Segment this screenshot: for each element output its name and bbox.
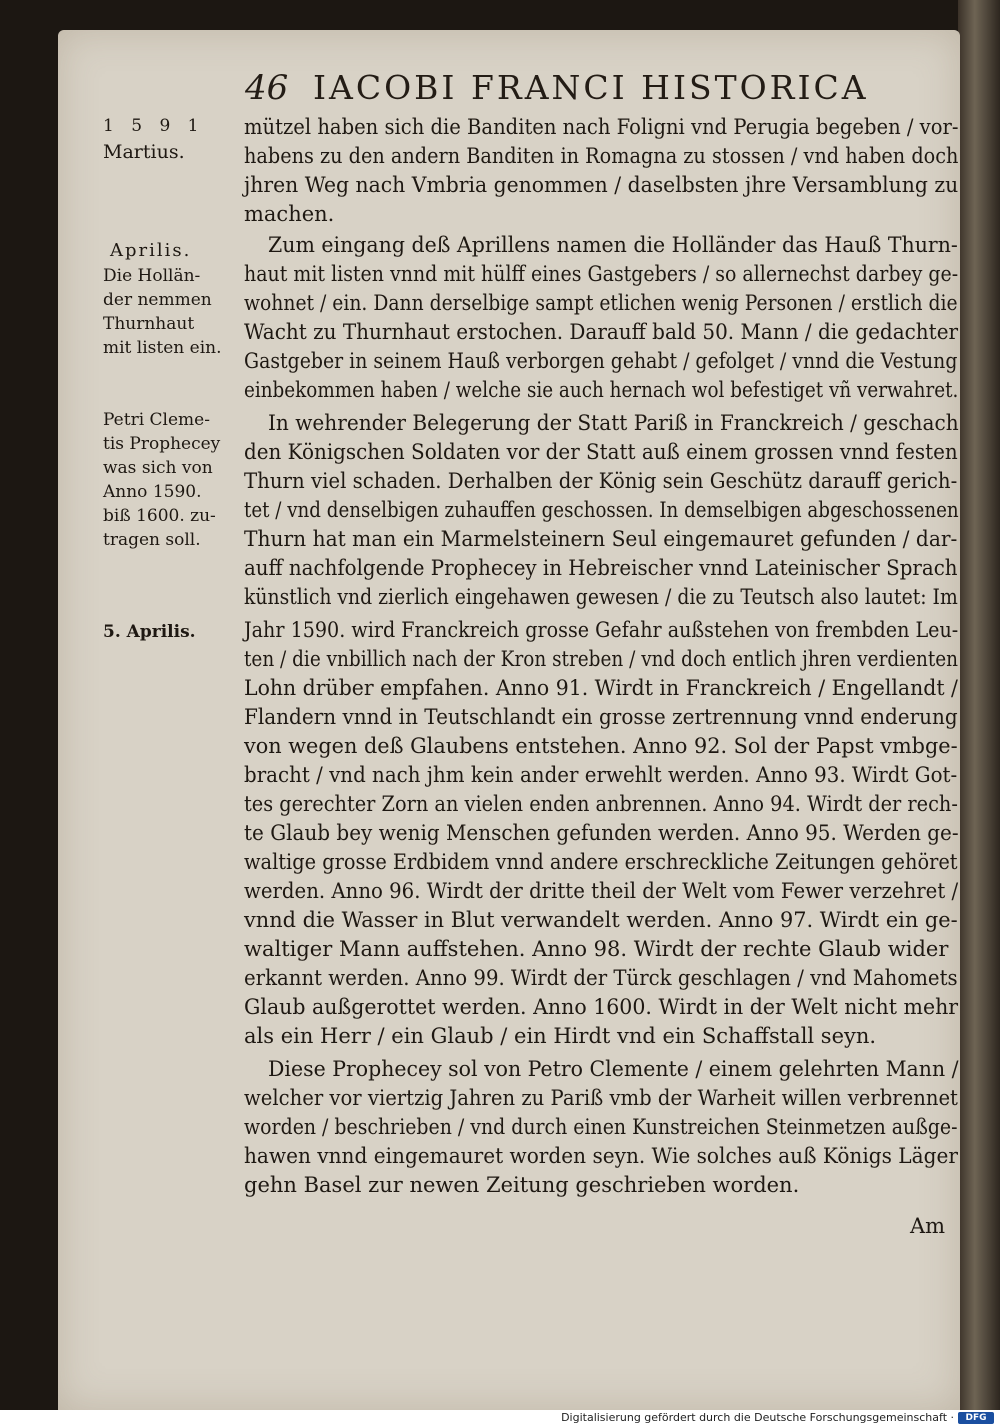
text-line: einbekommen haben / welche sie auch hernach wol befestiget vñ verwahret.: [244, 378, 959, 402]
margin-note: tragen soll.: [103, 530, 201, 550]
dfg-logo: DFG: [958, 1412, 994, 1424]
text-line: worden / beschrieben / vnd durch einen Kunstreichen Steinmetzen außge-: [244, 1115, 958, 1139]
text-line: te Glaub bey wenig Menschen gefunden werden. Anno 95. Werden ge-: [244, 821, 959, 845]
margin-note: Anno 1590.: [103, 482, 202, 502]
text-line: werden. Anno 96. Wirdt der dritte theil der Welt vom Fewer verzehret /: [244, 879, 959, 903]
text-line: habens zu den andern Banditen in Romagna zu stossen / vnd haben doch: [244, 144, 959, 168]
text-line: Wacht zu Thurnhaut erstochen. Darauff bald 50. Mann / die gedachter: [244, 320, 959, 344]
margin-note: Thurnhaut: [103, 314, 195, 334]
text-line: mützel haben sich die Banditen nach Foligni vnd Perugia begeben / vor-: [244, 115, 959, 139]
page-number: 46: [245, 68, 289, 108]
text-line: von wegen deß Glaubens entstehen. Anno 92. Sol der Papst vmbge-: [244, 734, 958, 758]
text-line: waltige grosse Erdbidem vnnd andere erschreckliche Zeitungen gehöret: [244, 850, 958, 874]
text-line: Lohn drüber empfahen. Anno 91. Wirdt in Franckreich / Engellandt /: [244, 676, 958, 700]
text-line: Thurn hat man ein Marmelsteinern Seul eingemauret gefunden / dar-: [244, 527, 958, 551]
margin-note: 5. Aprilis.: [103, 622, 196, 642]
margin-note: der nemmen: [103, 290, 212, 310]
text-line: tes gerechter Zorn an vielen enden anbrennen. Anno 94. Wirdt der rech-: [244, 792, 958, 816]
page-header: [245, 68, 895, 110]
text-line: jhren Weg nach Vmbria genommen / daselbsten jhre Versamblung zu: [244, 173, 959, 197]
text-line: Zum eingang deß Aprillens namen die Holländer das Hauß Thurn-: [268, 233, 958, 257]
text-line: Gastgeber in seinem Hauß verborgen gehabt / gefolget / vnnd die Vestung: [244, 349, 958, 373]
text-line: waltiger Mann auffstehen. Anno 98. Wirdt der rechte Glaub wider: [244, 937, 949, 961]
margin-note: Die Hollän-: [103, 266, 201, 286]
funding-notice: Digitalisierung gefördert durch die Deutsche Forschungsgemeinschaft ·: [561, 1411, 954, 1424]
text-line: Diese Prophecey sol von Petro Clemente / einem gelehrten Mann /: [268, 1057, 959, 1081]
catchword: Am: [910, 1214, 946, 1238]
text-line: Glaub außgerottet werden. Anno 1600. Wirdt in der Welt nicht mehr: [244, 995, 959, 1019]
text-line: wohnet / ein. Dann derselbige sampt etlichen wenig Personen / erstlich die: [244, 291, 958, 315]
text-line: In wehrender Belegerung der Statt Pariß in Franckreich / geschach: [268, 411, 959, 435]
text-line: auff nachfolgende Prophecey in Hebreischer vnnd Lateinischer Sprach: [244, 556, 958, 580]
text-line: als ein Herr / ein Glaub / ein Hirdt vnd ein Schaffstall seyn.: [244, 1024, 877, 1048]
running-title: IACOBI FRANCI HISTORICA: [313, 68, 869, 107]
text-line: Jahr 1590. wird Franckreich grosse Gefahr außstehen von frembden Leu-: [244, 618, 959, 642]
text-line: Flandern vnnd in Teutschlandt ein grosse zertrennung vnnd enderung: [244, 705, 958, 729]
book-page-edge: [958, 0, 1000, 1410]
text-line: vnnd die Wasser in Blut verwandelt werden. Anno 97. Wirdt ein ge-: [244, 908, 958, 932]
text-line: welcher vor viertzig Jahren zu Pariß vmb der Warheit willen verbrennet: [244, 1086, 958, 1110]
text-line: bracht / vnd nach jhm kein ander erwehlt werden. Anno 93. Wirdt Got-: [244, 763, 958, 787]
text-line: tet / vnd denselbigen zuhauffen geschossen. In demselbigen abgeschossenen: [244, 498, 959, 522]
text-line: Thurn viel schaden. Derhalben der König sein Geschütz darauff gerich-: [244, 469, 958, 493]
margin-note: Petri Cleme-: [103, 410, 210, 430]
margin-note: tis Prophecey: [103, 434, 221, 454]
margin-note: was sich von: [103, 458, 213, 478]
text-line: den Königschen Soldaten vor der Statt auß einem grossen vnnd festen: [244, 440, 958, 464]
text-line: machen.: [244, 202, 335, 226]
text-line: künstlich vnd zierlich eingehawen gewesen / die zu Teutsch also lautet: Im: [244, 585, 958, 609]
margin-note: Martius.: [103, 141, 185, 163]
text-line: hawen vnnd eingemauret worden seyn. Wie solches auß Königs Läger: [244, 1144, 958, 1168]
text-line: ten / die vnbillich nach der Kron streben / vnd doch entlich jhren verdienten: [244, 647, 959, 671]
text-line: gehn Basel zur newen Zeitung geschrieben worden.: [244, 1173, 800, 1197]
margin-note: biß 1600. zu-: [103, 506, 216, 526]
margin-note: 1 5 9 1: [103, 116, 205, 136]
margin-note: mit listen ein.: [103, 338, 222, 358]
margin-note: Aprilis.: [110, 240, 192, 261]
footer-bar: [0, 1410, 1000, 1427]
text-line: erkannt werden. Anno 99. Wirdt der Türck geschlagen / vnd Mahomets: [244, 966, 958, 990]
text-line: haut mit listen vnnd mit hülff eines Gastgebers / so allernechst darbey ge-: [244, 262, 959, 286]
